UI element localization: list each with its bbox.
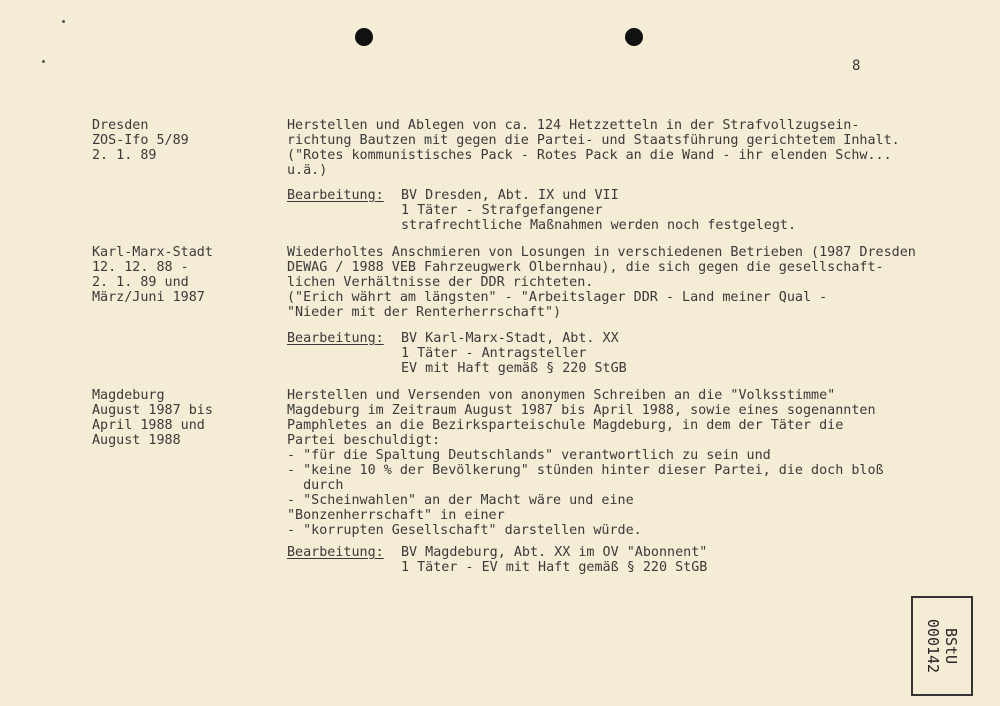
- archive-stamp: [911, 596, 973, 696]
- processing-label: Bearbeitung:: [287, 545, 384, 560]
- entry-location-dresden: Dresden ZOS-Ifo 5/89 2. 1. 89: [92, 118, 189, 163]
- processing-details: BV Dresden, Abt. IX und VII 1 Täter - Strafgefangener strafrechtliche Maßnahmen werden noch festgelegt.: [401, 188, 797, 233]
- processing-details: BV Karl-Marx-Stadt, Abt. XX 1 Täter - Antragsteller EV mit Haft gemäß § 220 StGB: [401, 331, 627, 376]
- paper-speck: [62, 20, 65, 23]
- punch-hole-right: [625, 28, 643, 46]
- entry-text-dresden: Herstellen und Ablegen von ca. 124 Hetzzetteln in der Strafvollzugsein- richtung Bautzen mit gegen die Partei- und Staatsführung gerichtetem Inhalt. ("Rotes kommunistisches Pack - Rotes Pack an die Wand - ihr elenden Schw... u.ä.): [287, 118, 900, 178]
- entry-location-karl-marx-stadt: Karl-Marx-Stadt 12. 12. 88 - 2. 1. 89 und März/Juni 1987: [92, 245, 213, 305]
- paper-speck: [42, 60, 45, 63]
- entry-text-karl-marx-stadt: Wiederholtes Anschmieren von Losungen in verschiedenen Betrieben (1987 Dresden DEWAG / 1988 VEB Fahrzeugwerk Olbernhau), die sich gegen die gesellschaft- lichen Verhältnisse der DDR richteten. ("Erich währt am längsten" - "Arbeitslager DDR - Land meiner Qual - "Nieder mit der Renterherrschaft"): [287, 245, 916, 320]
- processing-label: Bearbeitung:: [287, 188, 384, 203]
- entry-location-magdeburg: Magdeburg August 1987 bis April 1988 und August 1988: [92, 388, 213, 448]
- punch-hole-left: [355, 28, 373, 46]
- archive-stamp-agency: BStU: [942, 627, 960, 665]
- processing-details: BV Magdeburg, Abt. XX im OV "Abonnent" 1 Täter - EV mit Haft gemäß § 220 StGB: [401, 545, 708, 575]
- archive-stamp-number: 000142: [924, 618, 942, 674]
- entry-text-magdeburg: Herstellen und Versenden von anonymen Schreiben an die "Volksstimme" Magdeburg im Zeitraum August 1987 bis April 1988, sowie eines sogenannten Pamphletes an die Bezirksparteischule Magdeburg, in dem der Täter die Partei beschuldigt: - "für die Spaltung Deutschlands" verantwortlich zu sein und - "keine 10 % der Bevölkerung" stünden hinter dieser Partei, die doch bloß durch - "Scheinwahlen" an der Macht wäre und eine "Bonzenherrschaft" in einer - "korrupten Gesellschaft" darstellen würde.: [287, 388, 884, 538]
- page-number: 8: [852, 58, 861, 74]
- processing-label: Bearbeitung:: [287, 331, 384, 346]
- archive-stamp-text: [924, 619, 960, 673]
